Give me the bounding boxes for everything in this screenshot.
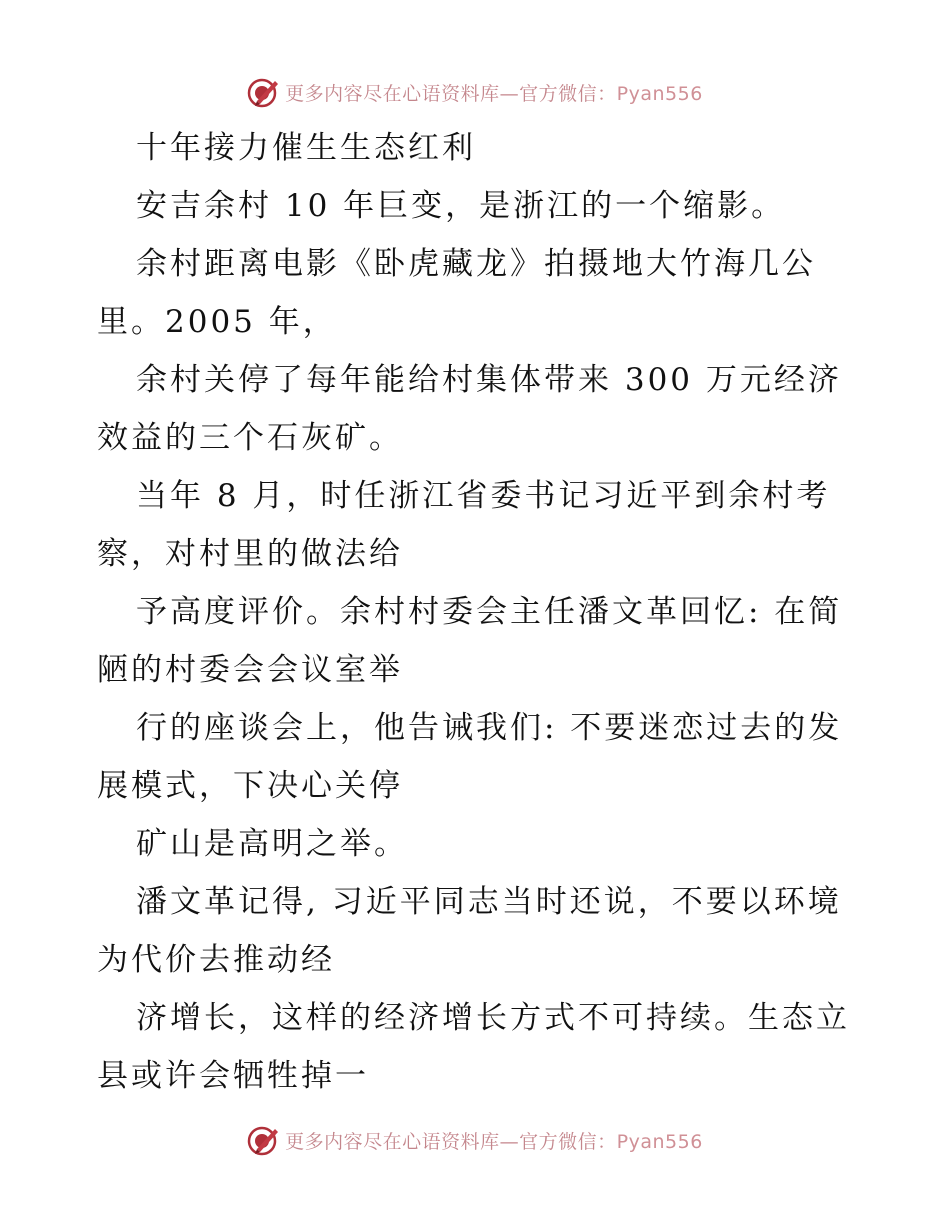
heading-line: 十年接力催生生态红利 bbox=[136, 130, 476, 166]
footer-contact: Pyan556 bbox=[616, 1130, 703, 1153]
text-line: 余村关停了每年能给村集体带来 300 万元经济 bbox=[136, 362, 842, 398]
header-contact: Pyan556 bbox=[616, 82, 703, 105]
footer-banner bbox=[0, 1120, 950, 1160]
pen-logo-icon bbox=[247, 1123, 281, 1157]
header-banner bbox=[0, 72, 950, 112]
text-line: 予高度评价。余村村委会主任潘文革回忆: 在简 bbox=[136, 594, 843, 630]
text-line: 当年 8 月，时任浙江省委书记习近平到余村考 bbox=[136, 478, 831, 514]
text-line: 展模式，下决心关停 bbox=[97, 768, 403, 804]
text-line: 余村距离电影《卧虎藏龙》拍摄地大竹海几公 bbox=[136, 246, 816, 282]
pen-logo-icon bbox=[247, 75, 281, 109]
text-line: 潘文革记得, 习近平同志当时还说，不要以环境 bbox=[136, 884, 842, 920]
header-banner-text: 更多内容尽在心语资料库—官方微信：Pyan556 bbox=[285, 82, 703, 105]
text-line: 行的座谈会上，他告诫我们: 不要迷恋过去的发 bbox=[136, 710, 843, 746]
text-line: 县或许会牺牲掉一 bbox=[97, 1058, 369, 1094]
text-line: 为代价去推动经 bbox=[97, 942, 335, 978]
text-line: 察，对村里的做法给 bbox=[97, 536, 403, 572]
text-line: 效益的三个石灰矿。 bbox=[97, 420, 403, 456]
text-line: 陋的村委会会议室举 bbox=[97, 652, 403, 688]
footer-banner-text: 更多内容尽在心语资料库—官方微信：Pyan556 bbox=[285, 1130, 703, 1153]
text-line: 里。2005 年， bbox=[97, 304, 337, 340]
text-line: 安吉余村 10 年巨变，是浙江的一个缩影。 bbox=[136, 188, 786, 224]
text-line: 济增长，这样的经济增长方式不可持续。生态立 bbox=[136, 1000, 850, 1036]
text-line: 矿山是高明之举。 bbox=[136, 826, 408, 862]
